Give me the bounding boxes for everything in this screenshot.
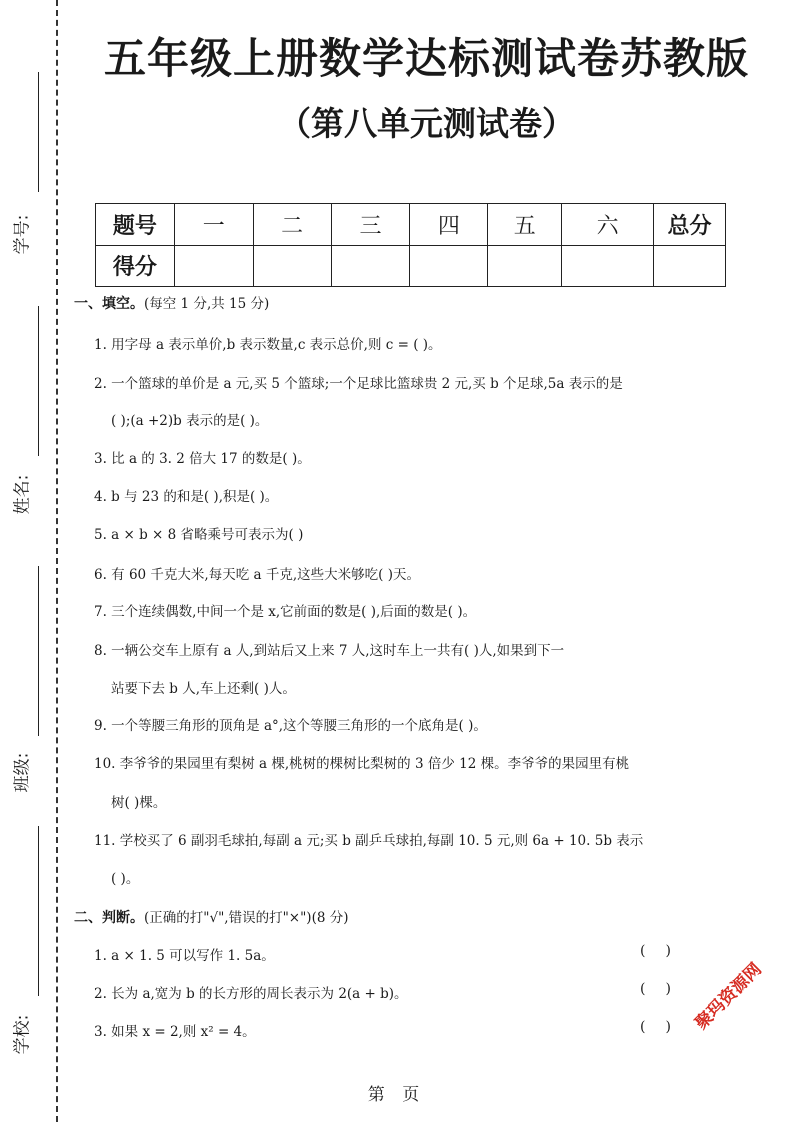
score-table xyxy=(95,203,726,287)
score-table-score-row xyxy=(96,245,726,287)
question-line: 8. 一辆公交车上原有 a 人,到站后又上来 7 人,这时车上一共有( )人,如果到下一 xyxy=(94,643,565,659)
student-id-rule[interactable] xyxy=(38,72,39,192)
score-header-cell: 二 xyxy=(253,204,331,246)
section-2-note: (正确的打"√",错误的打"×")(8 分) xyxy=(144,910,349,926)
score-input-cell[interactable] xyxy=(253,245,331,287)
school-label: 学校: xyxy=(12,1014,33,1055)
score-input-cell[interactable] xyxy=(654,245,726,287)
section-1-note: (每空 1 分,共 15 分) xyxy=(144,296,270,312)
question-line: 6. 有 60 千克大米,每天吃 a 千克,这些大米够吃( )天。 xyxy=(94,567,420,583)
judge-line: 2. 长为 a,宽为 b 的长方形的周长表示为 2(a + b)。 xyxy=(94,986,408,1002)
class-label: 班级: xyxy=(12,752,33,793)
section-1-title: 一、填空。 xyxy=(74,296,144,312)
question-line: 9. 一个等腰三角形的顶角是 a°,这个等腰三角形的一个底角是( )。 xyxy=(94,718,487,734)
watermark-logo: 聚玛资源网 xyxy=(691,959,766,1034)
judge-line: 1. a × 1. 5 可以写作 1. 5a。 xyxy=(94,948,275,964)
student-id-label: 学号: xyxy=(12,214,33,255)
score-header-cell: 五 xyxy=(488,204,562,246)
question-line: 站要下去 b 人,车上还剩( )人。 xyxy=(111,681,296,697)
class-rule[interactable] xyxy=(38,566,39,736)
binding-dashed-line xyxy=(56,0,58,1122)
score-input-cell[interactable] xyxy=(488,245,562,287)
question-line: 3. 比 a 的 3. 2 倍大 17 的数是( )。 xyxy=(94,451,311,467)
score-header-cell: 六 xyxy=(562,204,654,246)
question-line: 11. 学校买了 6 副羽毛球拍,每副 a 元;买 b 副乒乓球拍,每副 10. 5 元,则 6a + 10. 5b 表示 xyxy=(94,833,644,849)
section-1-heading xyxy=(74,292,269,313)
score-input-cell[interactable] xyxy=(331,245,410,287)
school-rule[interactable] xyxy=(38,826,39,996)
score-header-cell: 一 xyxy=(174,204,253,246)
answer-paren[interactable]: () xyxy=(640,943,691,959)
question-line: 1. 用字母 a 表示单价,b 表示数量,c 表示总价,则 c = ( )。 xyxy=(94,337,442,353)
page-title: 五年级上册数学达标测试卷苏教版 xyxy=(103,34,749,83)
name-label: 姓名: xyxy=(12,474,33,515)
page-subtitle: （第八单元测试卷） xyxy=(278,104,575,143)
section-2-title: 二、判断。 xyxy=(74,910,144,926)
question-line: 树( )棵。 xyxy=(111,795,167,811)
question-line: 7. 三个连续偶数,中间一个是 x,它前面的数是( ),后面的数是( )。 xyxy=(94,604,477,620)
answer-paren[interactable]: () xyxy=(640,1019,691,1035)
question-line: 5. a × b × 8 省略乘号可表示为( ) xyxy=(94,527,304,543)
judge-line: 3. 如果 x = 2,则 x² = 4。 xyxy=(94,1024,256,1040)
section-2-heading xyxy=(74,906,349,927)
score-header-cell: 总分 xyxy=(654,204,726,246)
question-line: ( )。 xyxy=(111,871,140,887)
score-header-cell: 四 xyxy=(410,204,488,246)
question-line: 4. b 与 23 的和是( ),积是( )。 xyxy=(94,489,279,505)
score-row-label: 得分 xyxy=(96,245,175,287)
question-line: 10. 李爷爷的果园里有梨树 a 棵,桃树的棵树比梨树的 3 倍少 12 棵。李爷爷的果园里有桃 xyxy=(94,756,630,772)
question-line: ( );(a +2)b 表示的是( )。 xyxy=(111,413,269,429)
score-header-cell: 题号 xyxy=(96,204,175,246)
score-input-cell[interactable] xyxy=(410,245,488,287)
name-rule[interactable] xyxy=(38,306,39,456)
score-table-header-row xyxy=(96,204,726,246)
page-footer: 第 页 xyxy=(367,1085,426,1105)
question-line: 2. 一个篮球的单价是 a 元,买 5 个篮球;一个足球比篮球贵 2 元,买 b 个足球,5a 表示的是 xyxy=(94,376,623,392)
score-input-cell[interactable] xyxy=(174,245,253,287)
score-header-cell: 三 xyxy=(331,204,410,246)
score-input-cell[interactable] xyxy=(562,245,654,287)
answer-paren[interactable]: () xyxy=(640,981,691,997)
